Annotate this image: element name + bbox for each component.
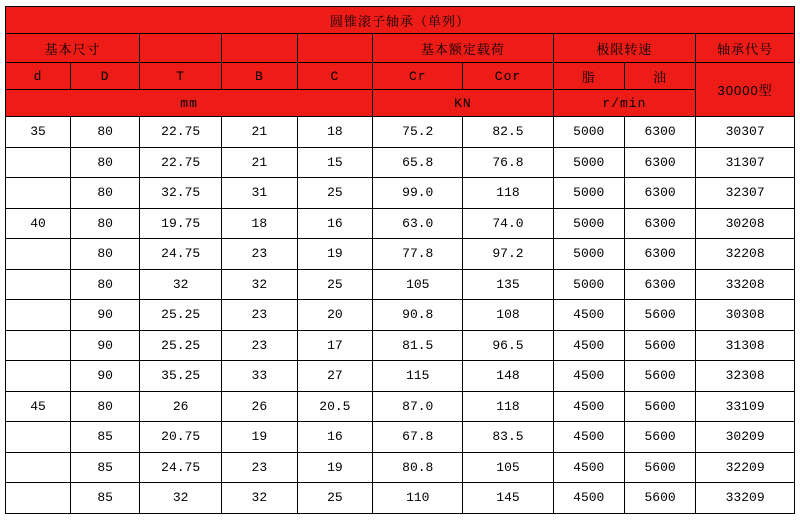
cell-code: 30208	[696, 208, 795, 239]
column-symbol-Cor: Cor	[463, 63, 553, 90]
cell-oil: 6300	[624, 117, 695, 148]
cell-grease: 4500	[553, 483, 624, 514]
header-row-title	[6, 7, 795, 34]
cell-d: 40	[6, 208, 71, 239]
cell-B: 31	[222, 178, 298, 209]
cell-T: 32.75	[140, 178, 222, 209]
group-header-spacer-c	[297, 34, 373, 63]
cell-D: 80	[71, 208, 140, 239]
column-header-bearing-code-type: 30000型	[696, 63, 795, 117]
column-symbol-B: B	[222, 63, 298, 90]
cell-Cr: 99.0	[373, 178, 463, 209]
unit-millimeter: mm	[6, 90, 373, 117]
group-header-bearing-code: 轴承代号	[696, 34, 795, 63]
cell-Cor: 118	[463, 178, 553, 209]
cell-oil: 6300	[624, 147, 695, 178]
cell-Cr: 75.2	[373, 117, 463, 148]
cell-C: 19	[297, 452, 373, 483]
cell-d	[6, 147, 71, 178]
cell-T: 35.25	[140, 361, 222, 392]
cell-oil: 5600	[624, 422, 695, 453]
cell-Cr: 63.0	[373, 208, 463, 239]
cell-grease: 4500	[553, 391, 624, 422]
column-symbol-C: C	[297, 63, 373, 90]
cell-C: 16	[297, 208, 373, 239]
cell-grease: 5000	[553, 178, 624, 209]
cell-Cr: 90.8	[373, 300, 463, 331]
cell-T: 25.25	[140, 300, 222, 331]
cell-d	[6, 300, 71, 331]
table-row	[6, 269, 795, 300]
cell-Cor: 108	[463, 300, 553, 331]
cell-oil: 5600	[624, 452, 695, 483]
cell-T: 24.75	[140, 239, 222, 270]
cell-oil: 5600	[624, 361, 695, 392]
table-row	[6, 483, 795, 514]
cell-D: 90	[71, 300, 140, 331]
cell-C: 25	[297, 178, 373, 209]
cell-grease: 5000	[553, 239, 624, 270]
cell-d: 45	[6, 391, 71, 422]
cell-D: 85	[71, 422, 140, 453]
cell-B: 23	[222, 330, 298, 361]
cell-D: 85	[71, 483, 140, 514]
cell-d	[6, 422, 71, 453]
cell-B: 33	[222, 361, 298, 392]
cell-Cr: 80.8	[373, 452, 463, 483]
cell-T: 24.75	[140, 452, 222, 483]
cell-D: 80	[71, 239, 140, 270]
cell-oil: 5600	[624, 330, 695, 361]
cell-C: 17	[297, 330, 373, 361]
cell-B: 23	[222, 452, 298, 483]
cell-Cor: 96.5	[463, 330, 553, 361]
cell-Cr: 87.0	[373, 391, 463, 422]
cell-C: 25	[297, 483, 373, 514]
cell-B: 21	[222, 147, 298, 178]
group-header-spacer-t	[140, 34, 222, 63]
group-header-basic-load: 基本额定载荷	[373, 34, 553, 63]
cell-D: 80	[71, 178, 140, 209]
cell-grease: 5000	[553, 147, 624, 178]
cell-d: 35	[6, 117, 71, 148]
cell-D: 90	[71, 361, 140, 392]
cell-C: 16	[297, 422, 373, 453]
cell-Cr: 81.5	[373, 330, 463, 361]
cell-Cor: 82.5	[463, 117, 553, 148]
cell-Cor: 148	[463, 361, 553, 392]
table-row	[6, 208, 795, 239]
cell-grease: 4500	[553, 422, 624, 453]
cell-code: 30307	[696, 117, 795, 148]
cell-C: 18	[297, 117, 373, 148]
cell-code: 32209	[696, 452, 795, 483]
cell-d	[6, 483, 71, 514]
cell-Cor: 76.8	[463, 147, 553, 178]
table-row	[6, 239, 795, 270]
cell-oil: 6300	[624, 239, 695, 270]
cell-oil: 6300	[624, 208, 695, 239]
cell-Cr: 77.8	[373, 239, 463, 270]
unit-kilonewton: KN	[373, 90, 553, 117]
cell-code: 32308	[696, 361, 795, 392]
cell-T: 22.75	[140, 117, 222, 148]
cell-B: 23	[222, 300, 298, 331]
cell-C: 19	[297, 239, 373, 270]
cell-T: 22.75	[140, 147, 222, 178]
table-row	[6, 361, 795, 392]
column-symbol-Cr: Cr	[373, 63, 463, 90]
table-body	[6, 117, 795, 514]
table-title: 圆锥滚子轴承（单列）	[6, 7, 795, 34]
group-header-limit-speed: 极限转速	[553, 34, 696, 63]
cell-Cr: 110	[373, 483, 463, 514]
cell-T: 32	[140, 269, 222, 300]
table-row	[6, 147, 795, 178]
cell-grease: 5000	[553, 208, 624, 239]
cell-D: 90	[71, 330, 140, 361]
cell-code: 32208	[696, 239, 795, 270]
table-row	[6, 452, 795, 483]
table-header	[6, 7, 795, 117]
table-row	[6, 391, 795, 422]
cell-oil: 6300	[624, 178, 695, 209]
column-symbol-D: D	[71, 63, 140, 90]
header-row-units	[6, 90, 795, 117]
cell-d	[6, 361, 71, 392]
cell-code: 33109	[696, 391, 795, 422]
cell-d	[6, 330, 71, 361]
cell-T: 32	[140, 483, 222, 514]
cell-C: 20	[297, 300, 373, 331]
cell-oil: 5600	[624, 483, 695, 514]
cell-Cor: 83.5	[463, 422, 553, 453]
column-symbol-grease: 脂	[553, 63, 624, 90]
cell-Cor: 105	[463, 452, 553, 483]
cell-T: 25.25	[140, 330, 222, 361]
cell-T: 19.75	[140, 208, 222, 239]
cell-d	[6, 178, 71, 209]
cell-oil: 5600	[624, 391, 695, 422]
cell-B: 32	[222, 269, 298, 300]
cell-C: 27	[297, 361, 373, 392]
cell-Cor: 74.0	[463, 208, 553, 239]
table-row	[6, 117, 795, 148]
cell-B: 32	[222, 483, 298, 514]
cell-Cor: 118	[463, 391, 553, 422]
cell-Cr: 67.8	[373, 422, 463, 453]
cell-B: 23	[222, 239, 298, 270]
cell-code: 33209	[696, 483, 795, 514]
cell-Cor: 97.2	[463, 239, 553, 270]
cell-grease: 4500	[553, 361, 624, 392]
cell-C: 20.5	[297, 391, 373, 422]
cell-B: 18	[222, 208, 298, 239]
cell-d	[6, 452, 71, 483]
cell-B: 21	[222, 117, 298, 148]
bearing-specification-table	[5, 6, 795, 514]
column-symbol-oil: 油	[624, 63, 695, 90]
unit-rpm: r/min	[553, 90, 696, 117]
cell-grease: 4500	[553, 300, 624, 331]
cell-grease: 5000	[553, 117, 624, 148]
cell-oil: 5600	[624, 300, 695, 331]
cell-T: 26	[140, 391, 222, 422]
group-header-basic-dimensions: 基本尺寸	[6, 34, 140, 63]
cell-Cor: 145	[463, 483, 553, 514]
cell-grease: 4500	[553, 452, 624, 483]
cell-D: 80	[71, 391, 140, 422]
cell-D: 80	[71, 269, 140, 300]
column-symbol-d: d	[6, 63, 71, 90]
group-header-spacer-b	[222, 34, 298, 63]
cell-D: 80	[71, 117, 140, 148]
header-row-groups	[6, 34, 795, 63]
cell-Cr: 105	[373, 269, 463, 300]
column-symbol-T: T	[140, 63, 222, 90]
cell-T: 20.75	[140, 422, 222, 453]
cell-grease: 5000	[553, 269, 624, 300]
table-row	[6, 300, 795, 331]
cell-code: 32307	[696, 178, 795, 209]
cell-C: 15	[297, 147, 373, 178]
cell-Cr: 115	[373, 361, 463, 392]
cell-code: 33208	[696, 269, 795, 300]
cell-C: 25	[297, 269, 373, 300]
cell-B: 26	[222, 391, 298, 422]
cell-D: 80	[71, 147, 140, 178]
header-row-symbols	[6, 63, 795, 90]
cell-d	[6, 269, 71, 300]
table-row	[6, 330, 795, 361]
table-row	[6, 422, 795, 453]
cell-code: 31307	[696, 147, 795, 178]
cell-code: 30308	[696, 300, 795, 331]
cell-Cor: 135	[463, 269, 553, 300]
cell-grease: 4500	[553, 330, 624, 361]
cell-code: 30209	[696, 422, 795, 453]
cell-oil: 6300	[624, 269, 695, 300]
table-row	[6, 178, 795, 209]
cell-D: 85	[71, 452, 140, 483]
cell-B: 19	[222, 422, 298, 453]
cell-code: 31308	[696, 330, 795, 361]
cell-d	[6, 239, 71, 270]
cell-Cr: 65.8	[373, 147, 463, 178]
